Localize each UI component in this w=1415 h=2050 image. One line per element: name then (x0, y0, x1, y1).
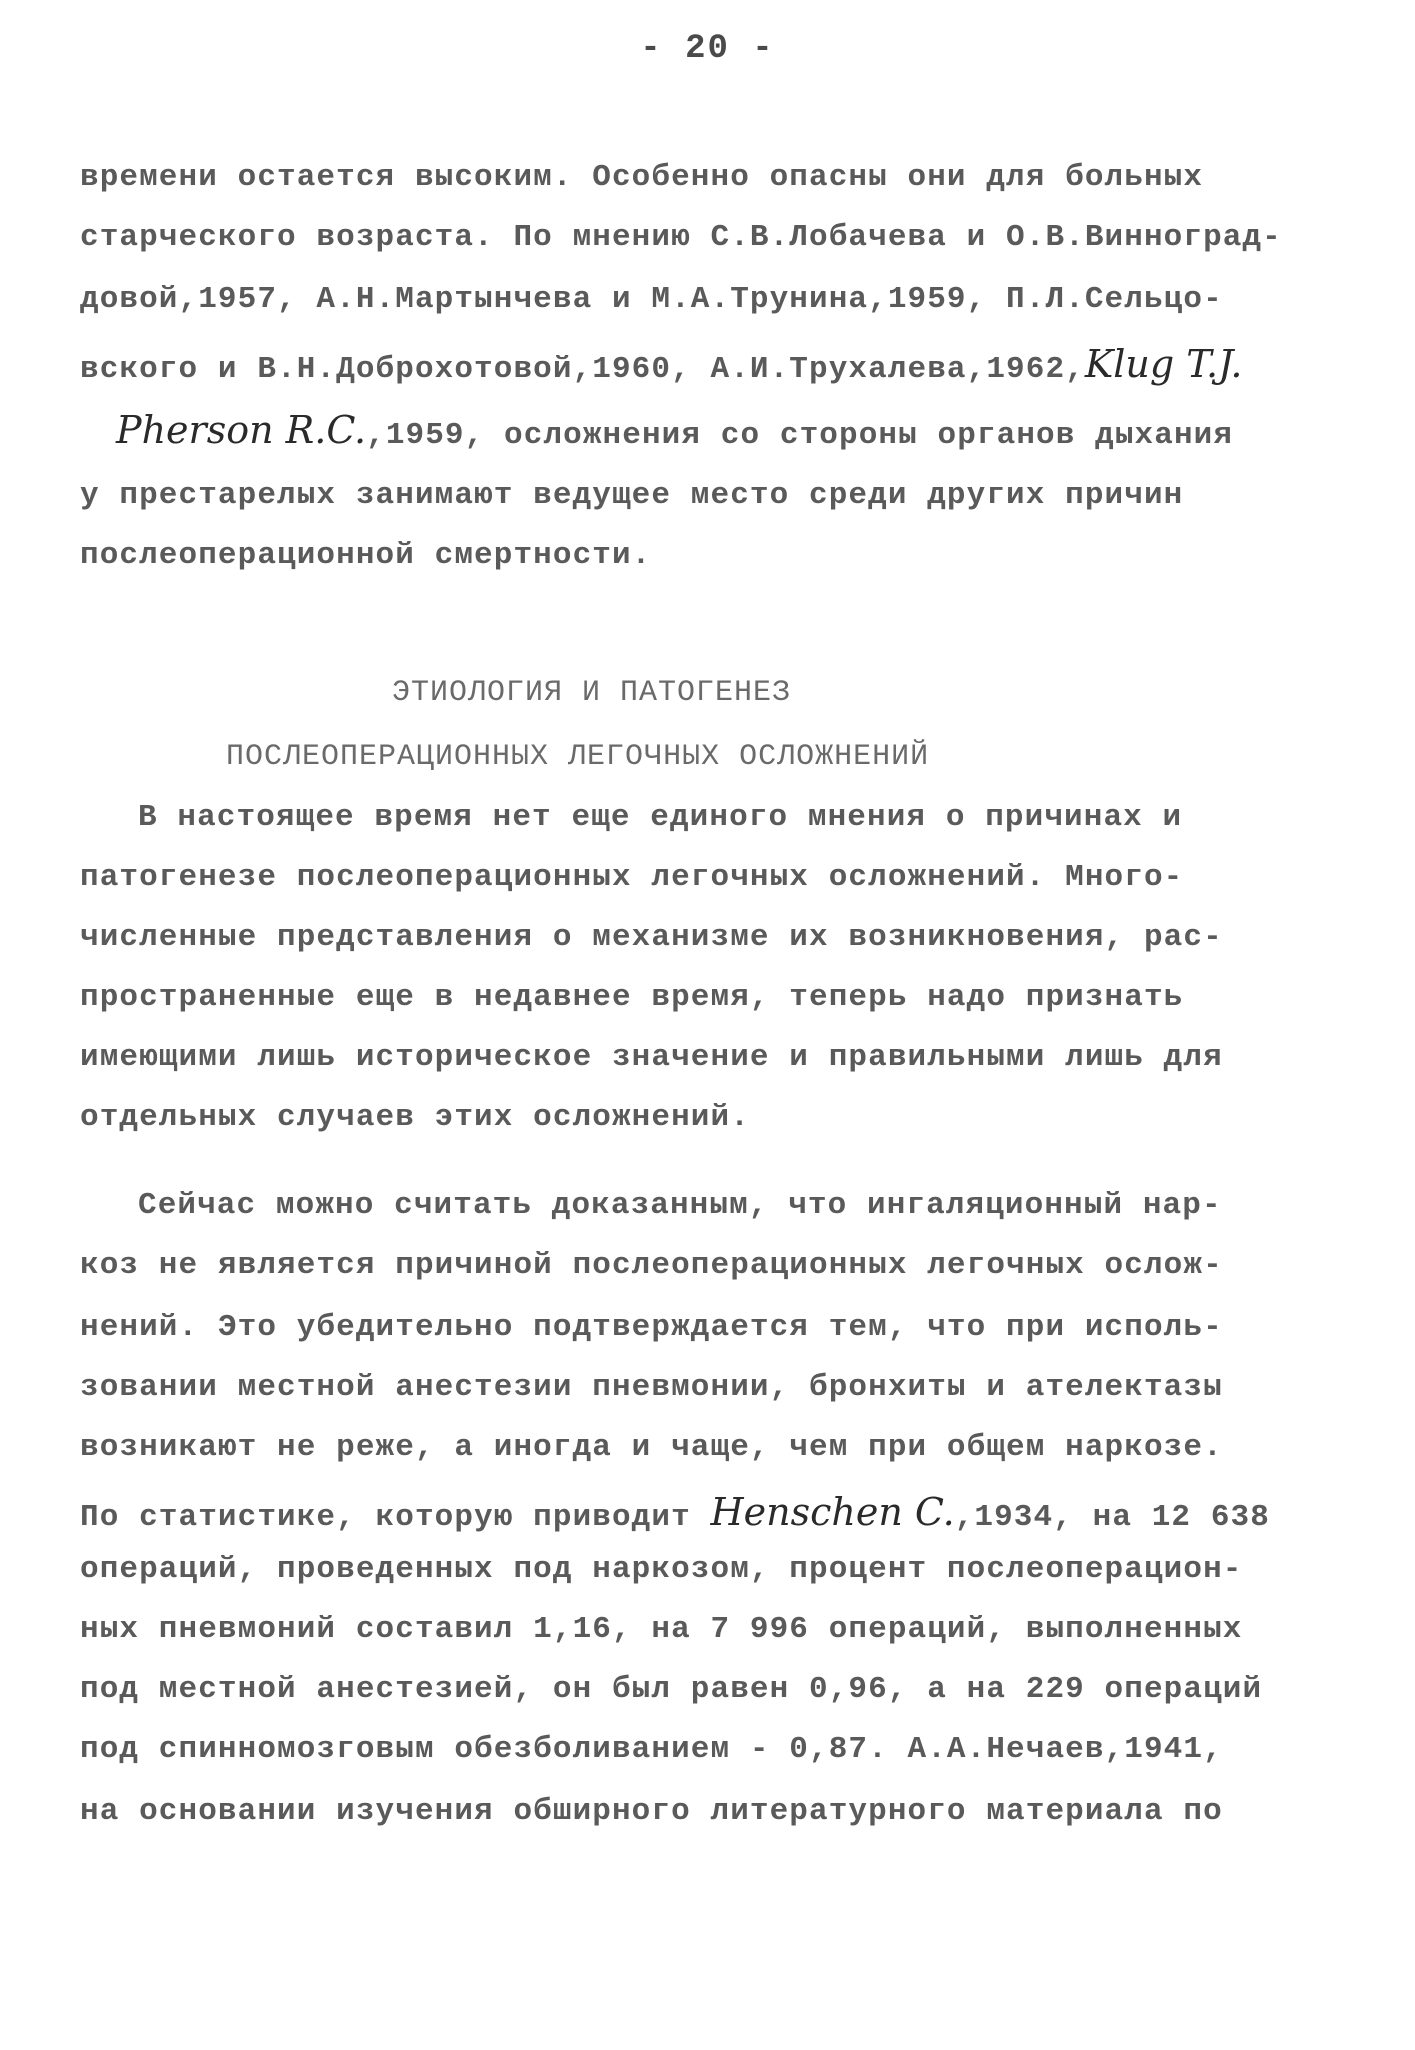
paragraph-text: вского и В.Н.Доброхотовой,1960, А.И.Трухалева,1962, (80, 352, 1085, 387)
paragraph-line: пространенные еще в недавнее время, теперь надо признать (80, 980, 1184, 1015)
paragraph-line: имеющими лишь историческое значение и правильными лишь для (80, 1040, 1223, 1075)
paragraph-line: на основании изучения обширного литературного материала по (80, 1794, 1223, 1829)
paragraph-line: возникают не реже, а иногда и чаще, чем при общем наркозе. (80, 1430, 1223, 1465)
paragraph-line: численные представления о механизме их возникновения, рас- (80, 920, 1223, 955)
paragraph-line: у престарелых занимают ведущее место среди других причин (80, 478, 1184, 513)
handwritten-author-name: Henschen C. (710, 1490, 955, 1534)
paragraph-line: коз не является причиной послеоперационных легочных ослож- (80, 1248, 1223, 1283)
paragraph-line (80, 1490, 1270, 1535)
paragraph-line: времени остается высоким. Особенно опасны они для больных (80, 160, 1204, 195)
paragraph-line: операций, проведенных под наркозом, процент послеоперацион- (80, 1552, 1243, 1587)
paragraph-line (116, 408, 1233, 453)
paragraph-text: ,1959, осложнения со стороны органов дыхания (366, 418, 1234, 453)
paragraph-line (80, 342, 1242, 387)
paragraph-line: патогенезе послеоперационных легочных осложнений. Много- (80, 860, 1184, 895)
paragraph-line: послеоперационной смертности. (80, 538, 652, 573)
paragraph-line: ных пневмоний составил 1,16, на 7 996 операций, выполненных (80, 1612, 1243, 1647)
paragraph-line: зовании местной анестезии пневмонии, бронхиты и ателектазы (80, 1370, 1223, 1405)
paragraph-text: ,1934, на 12 638 (954, 1500, 1270, 1535)
paragraph-line: под спинномозговым обезболиванием - 0,87. А.А.Нечаев,1941, (80, 1732, 1223, 1767)
paragraph-line: старческого возраста. По мнению С.В.Лобачева и О.В.Винноград- (80, 220, 1282, 255)
section-heading-line: ЭТИОЛОГИЯ И ПАТОГЕНЕЗ (392, 676, 792, 710)
handwritten-author-name: Pherson R.C. (116, 408, 367, 452)
paragraph-line: В настоящее время нет еще единого мнения о причинах и (138, 800, 1183, 835)
section-heading-line: ПОСЛЕОПЕРАЦИОННЫХ ЛЕГОЧНЫХ ОСЛОЖНЕНИЙ (226, 740, 930, 774)
paragraph-line: нений. Это убедительно подтверждается тем, что при исполь- (80, 1310, 1223, 1345)
paragraph-line: Сейчас можно считать доказанным, что ингаляционный нар- (138, 1188, 1222, 1223)
paragraph-line: под местной анестезией, он был равен 0,96, а на 229 операций (80, 1672, 1263, 1707)
paragraph-text: По статистике, которую приводит (80, 1500, 691, 1535)
paragraph-line: довой,1957, А.Н.Мартынчева и М.А.Трунина,1959, П.Л.Сельцо- (80, 282, 1223, 317)
page-number: - 20 - (640, 30, 775, 68)
paragraph-line: отдельных случаев этих осложнений. (80, 1100, 750, 1135)
handwritten-author-name: Klug T.J. (1084, 342, 1243, 386)
